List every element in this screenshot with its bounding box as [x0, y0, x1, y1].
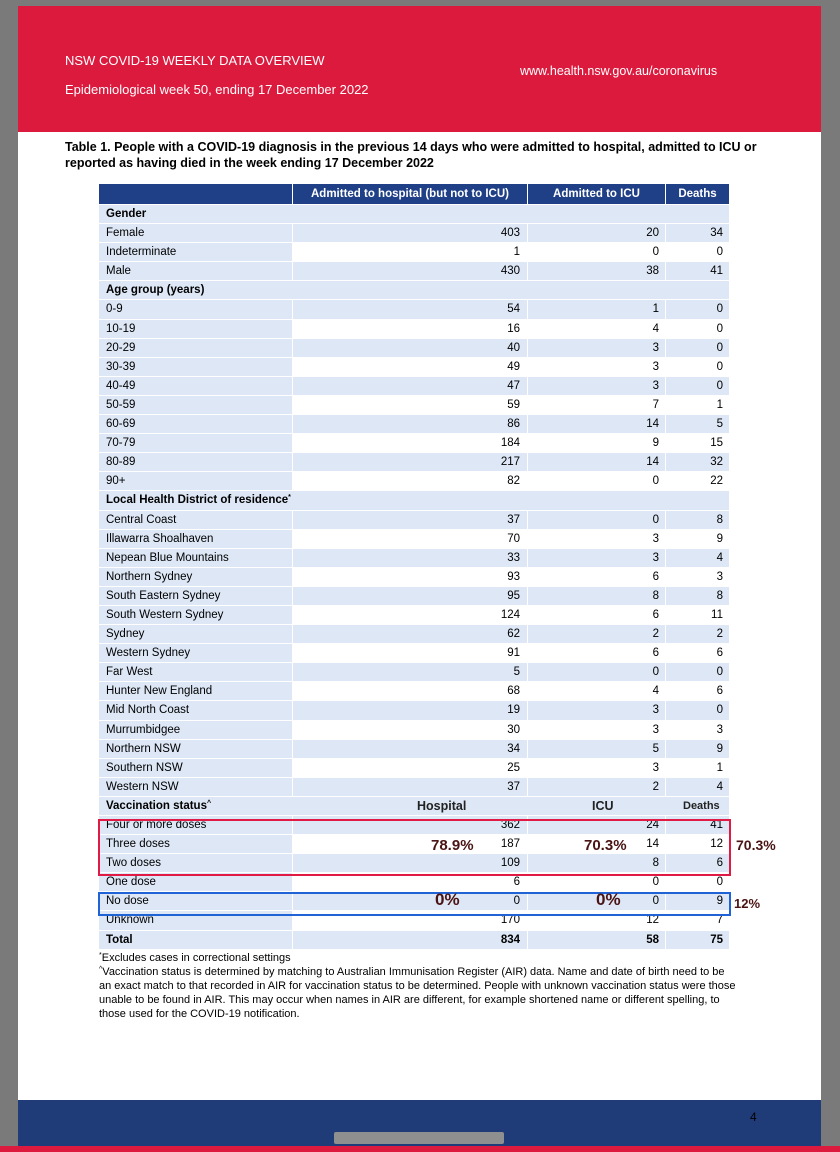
table-row: [99, 224, 729, 243]
icu-value: 38: [528, 262, 665, 280]
icu-value: 4: [528, 320, 665, 338]
deaths-value: 12: [666, 835, 729, 853]
deaths-value: 5: [666, 415, 729, 433]
deaths-value: 41: [666, 816, 729, 834]
deaths-value: 6: [666, 682, 729, 700]
hospital-value: 187: [293, 835, 527, 853]
row-label: Hunter New England: [99, 682, 292, 700]
hospital-value: 49: [293, 358, 527, 376]
icu-no-dose-annotation: 0%: [596, 890, 621, 909]
icu-value: 3: [528, 549, 665, 567]
icu-value: 14: [528, 415, 665, 433]
row-label: Mid North Coast: [99, 701, 292, 719]
table-row: [99, 377, 729, 396]
table-row: [99, 587, 729, 606]
deaths-no-dose-annotation: 12%: [734, 896, 761, 911]
icu-value: 14: [528, 835, 665, 853]
row-label: 60-69: [99, 415, 292, 433]
row-label: Nepean Blue Mountains: [99, 549, 292, 567]
deaths-value: 0: [666, 243, 729, 261]
row-label: 10-19: [99, 320, 292, 338]
icu-value: 20: [528, 224, 665, 242]
table-row: [99, 701, 729, 720]
row-label: Western Sydney: [99, 644, 292, 662]
table-row: [99, 759, 729, 778]
report-url[interactable]: www.health.nsw.gov.au/coronavirus: [520, 64, 718, 78]
deaths-value: 4: [666, 549, 729, 567]
icu-value: 8: [528, 854, 665, 872]
hospital-value: 184: [293, 434, 527, 452]
report-week: Epidemiological week 50, ending 17 December 2022: [65, 82, 369, 97]
hospital-value: 834: [293, 931, 527, 949]
table-body: [99, 205, 729, 950]
data-table: [99, 184, 729, 950]
deaths-value: 0: [666, 377, 729, 395]
icu-value: 0: [528, 511, 665, 529]
row-label: One dose: [99, 873, 292, 891]
deaths-value: 9: [666, 740, 729, 758]
deaths-value: 22: [666, 472, 729, 490]
icu-value: 2: [528, 778, 665, 796]
table-row: [99, 396, 729, 415]
vaccination-heading: Vaccination status^: [99, 797, 729, 815]
icu-value: 8: [528, 587, 665, 605]
deaths-value: 8: [666, 587, 729, 605]
row-label: Far West: [99, 663, 292, 681]
deaths-value: 11: [666, 606, 729, 624]
row-label: Unknown: [99, 911, 292, 929]
row-label: Illawarra Shoalhaven: [99, 530, 292, 548]
hospital-value: 5: [293, 663, 527, 681]
vaccination-hospital-label: Hospital: [417, 798, 467, 813]
icu-value: 2: [528, 625, 665, 643]
icu-value: 24: [528, 816, 665, 834]
hospital-value: 70: [293, 530, 527, 548]
icu-value: 3: [528, 530, 665, 548]
table-row: [99, 625, 729, 644]
page-header: [18, 6, 821, 132]
table-row: [99, 453, 729, 472]
deaths-value: 9: [666, 530, 729, 548]
row-label: South Eastern Sydney: [99, 587, 292, 605]
hospital-value: 362: [293, 816, 527, 834]
row-label: 50-59: [99, 396, 292, 414]
hospital-value: 91: [293, 644, 527, 662]
vaccination-row: [99, 835, 729, 854]
deaths-value: 6: [666, 854, 729, 872]
hospital-value: 25: [293, 759, 527, 777]
row-label: Western NSW: [99, 778, 292, 796]
page-number: 4: [750, 1110, 757, 1124]
deaths-value: 1: [666, 396, 729, 414]
hospital-value: 0: [293, 892, 527, 910]
deaths-value: 8: [666, 511, 729, 529]
deaths-value: 0: [666, 358, 729, 376]
hospital-value: 430: [293, 262, 527, 280]
hospital-value: 54: [293, 300, 527, 318]
vaccination-deaths-label: Deaths: [683, 799, 720, 812]
table-header-blank: [99, 184, 292, 204]
section-heading-label: Gender: [99, 205, 729, 223]
icu-value: 0: [528, 243, 665, 261]
row-label: Total: [99, 931, 292, 949]
icu-value: 4: [528, 682, 665, 700]
deaths-value: 1: [666, 759, 729, 777]
hospital-no-dose-annotation: 0%: [435, 890, 460, 909]
icu-value: 9: [528, 434, 665, 452]
vaccination-row: [99, 911, 729, 930]
table-row: [99, 300, 729, 319]
row-label: 40-49: [99, 377, 292, 395]
hospital-value: 68: [293, 682, 527, 700]
table-row: [99, 663, 729, 682]
hospital-value: 82: [293, 472, 527, 490]
report-title: NSW COVID-19 WEEKLY DATA OVERVIEW: [65, 53, 325, 68]
deaths-value: 41: [666, 262, 729, 280]
deaths-value: 0: [666, 701, 729, 719]
row-label: Three doses: [99, 835, 292, 853]
table-row: [99, 511, 729, 530]
deaths-value: 34: [666, 224, 729, 242]
icu-value: 58: [528, 931, 665, 949]
hospital-value: 33: [293, 549, 527, 567]
row-label: Male: [99, 262, 292, 280]
table-row: [99, 778, 729, 797]
icu-value: 0: [528, 663, 665, 681]
table-row: [99, 549, 729, 568]
row-label: 70-79: [99, 434, 292, 452]
table-header-deaths: Deaths: [666, 184, 729, 204]
row-label: 90+: [99, 472, 292, 490]
hospital-value: 217: [293, 453, 527, 471]
table-row: [99, 606, 729, 625]
deaths-value: 0: [666, 320, 729, 338]
table-row: [99, 262, 729, 281]
footnote-2: ^Vaccination status is determined by matching to Australian Immunisation Register (AIR) data. Name and date of birth need to be an exact match to that recorded in AIR for vaccination status to be determined. People with unknown vaccination status were those unable to be found in AIR. This may occur when names in AIR are different, for example shortened name or different spelling, to those used for the COVID-19 notification.: [99, 966, 736, 1020]
deaths-value: 7: [666, 911, 729, 929]
deaths-value: 0: [666, 339, 729, 357]
table-row: [99, 415, 729, 434]
section-heading: [99, 205, 729, 224]
icu-value: 0: [528, 873, 665, 891]
hospital-value: 62: [293, 625, 527, 643]
section-heading-label: Age group (years): [99, 281, 729, 299]
table-row: [99, 568, 729, 587]
icu-value: 12: [528, 911, 665, 929]
icu-vaccinated-annotation: 70.3%: [584, 837, 627, 854]
document-page: [18, 6, 821, 1146]
table-header-icu: Admitted to ICU: [528, 184, 665, 204]
footnote-1: *Excludes cases in correctional settings: [99, 952, 291, 964]
deaths-value: 75: [666, 931, 729, 949]
table-row: [99, 530, 729, 549]
hospital-value: 40: [293, 339, 527, 357]
vaccination-icu-label: ICU: [592, 798, 614, 813]
row-label: South Western Sydney: [99, 606, 292, 624]
icu-value: 7: [528, 396, 665, 414]
hospital-value: 19: [293, 701, 527, 719]
icu-value: 6: [528, 644, 665, 662]
deaths-value: 4: [666, 778, 729, 796]
hospital-value: 16: [293, 320, 527, 338]
row-label: Northern Sydney: [99, 568, 292, 586]
hospital-value: 47: [293, 377, 527, 395]
table-row: [99, 358, 729, 377]
table-row: [99, 644, 729, 663]
row-label: Central Coast: [99, 511, 292, 529]
total-row: [99, 931, 729, 950]
icu-value: 3: [528, 721, 665, 739]
table-row: [99, 243, 729, 262]
icu-value: 1: [528, 300, 665, 318]
icu-value: 6: [528, 568, 665, 586]
row-label: No dose: [99, 892, 292, 910]
table-title: Table 1. People with a COVID-19 diagnosis in the previous 14 days who were admitted to hospital, admitted to ICU or reported as having died in the week ending 17 December 2022: [65, 140, 757, 170]
deaths-value: 3: [666, 721, 729, 739]
deaths-value: 32: [666, 453, 729, 471]
row-label: Two doses: [99, 854, 292, 872]
hospital-value: 1: [293, 243, 527, 261]
hospital-value: 37: [293, 778, 527, 796]
deaths-vaccinated-annotation: 70.3%: [736, 837, 776, 853]
vaccination-row: [99, 873, 729, 892]
row-label: 30-39: [99, 358, 292, 376]
hospital-value: 59: [293, 396, 527, 414]
row-label: Murrumbidgee: [99, 721, 292, 739]
deaths-value: 0: [666, 663, 729, 681]
vaccination-row: [99, 854, 729, 873]
footnotes: [99, 951, 739, 1021]
table-row: [99, 320, 729, 339]
icu-value: 3: [528, 377, 665, 395]
section-heading-label: Local Health District of residence*: [99, 491, 729, 509]
row-label: 80-89: [99, 453, 292, 471]
section-heading: [99, 491, 729, 510]
deaths-value: 2: [666, 625, 729, 643]
row-label: Four or more doses: [99, 816, 292, 834]
hospital-value: 124: [293, 606, 527, 624]
icu-value: 0: [528, 892, 665, 910]
table-row: [99, 339, 729, 358]
row-label: Northern NSW: [99, 740, 292, 758]
table-header-hospital: Admitted to hospital (but not to ICU): [293, 184, 527, 204]
hospital-value: 93: [293, 568, 527, 586]
icu-value: 3: [528, 759, 665, 777]
table-header-row: [99, 184, 729, 204]
hospital-value: 34: [293, 740, 527, 758]
table-row: [99, 434, 729, 453]
next-page-edge: [0, 1146, 840, 1152]
hospital-value: 6: [293, 873, 527, 891]
hospital-value: 30: [293, 721, 527, 739]
table-row: [99, 472, 729, 491]
hospital-value: 170: [293, 911, 527, 929]
hospital-value: 37: [293, 511, 527, 529]
table-row: [99, 740, 729, 759]
hospital-value: 95: [293, 587, 527, 605]
row-label: Sydney: [99, 625, 292, 643]
hospital-value: 403: [293, 224, 527, 242]
deaths-value: 3: [666, 568, 729, 586]
deaths-value: 9: [666, 892, 729, 910]
row-label: 20-29: [99, 339, 292, 357]
hospital-value: 109: [293, 854, 527, 872]
row-label: Female: [99, 224, 292, 242]
row-label: Southern NSW: [99, 759, 292, 777]
horizontal-scrollbar[interactable]: [334, 1132, 504, 1144]
icu-value: 3: [528, 339, 665, 357]
hospital-vaccinated-annotation: 78.9%: [431, 837, 474, 854]
vaccination-heading-row: [99, 797, 729, 816]
vaccination-row: [99, 892, 729, 911]
vaccination-row: [99, 816, 729, 835]
icu-value: 6: [528, 606, 665, 624]
icu-value: 0: [528, 472, 665, 490]
deaths-value: 0: [666, 873, 729, 891]
icu-value: 14: [528, 453, 665, 471]
deaths-value: 15: [666, 434, 729, 452]
row-label: 0-9: [99, 300, 292, 318]
table-row: [99, 721, 729, 740]
table-row: [99, 682, 729, 701]
icu-value: 3: [528, 358, 665, 376]
section-heading: [99, 281, 729, 300]
row-label: Indeterminate: [99, 243, 292, 261]
deaths-value: 0: [666, 300, 729, 318]
icu-value: 5: [528, 740, 665, 758]
deaths-value: 6: [666, 644, 729, 662]
hospital-value: 86: [293, 415, 527, 433]
icu-value: 3: [528, 701, 665, 719]
